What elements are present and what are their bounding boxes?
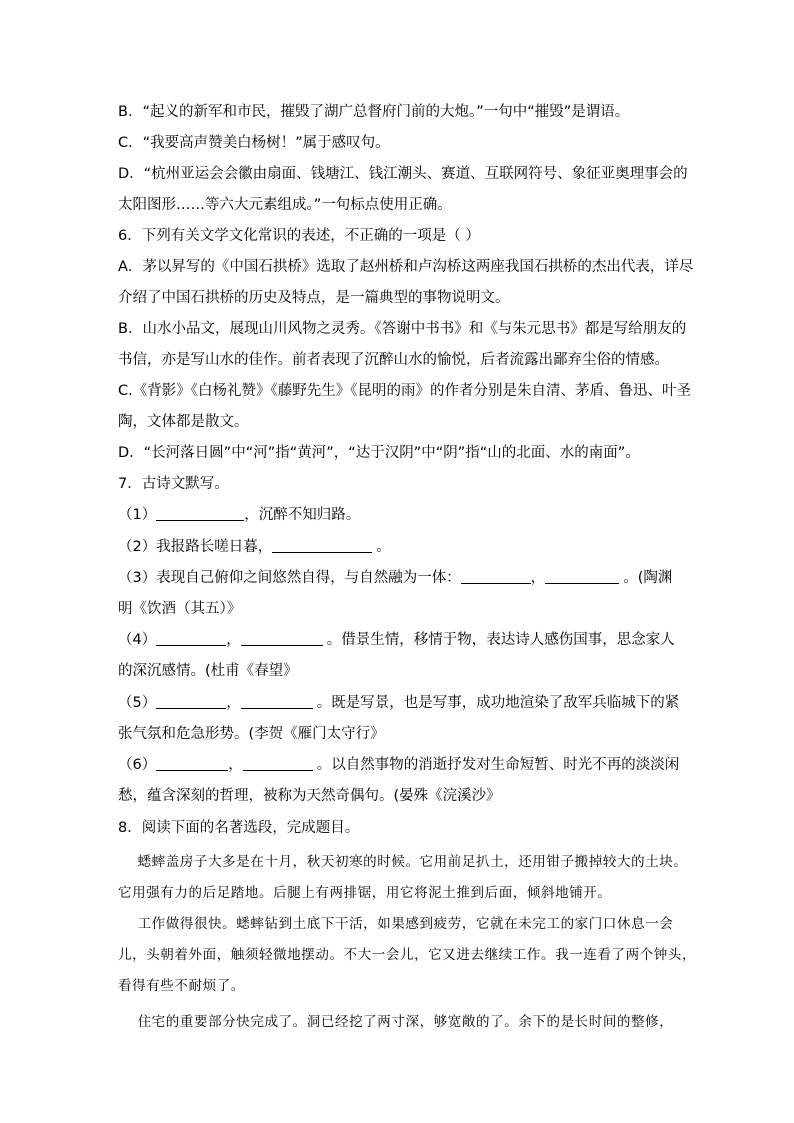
answer-blank[interactable] xyxy=(243,756,313,771)
q6-option-c-line: C.《背影》《白杨礼赞》《藤野先生》《昆明的雨》的作者分别是朱自清、茅盾、鲁迅、叶圣 xyxy=(118,383,691,399)
question-6-title: 6．下列有关文学文化常识的表述，不正确的一项是（ ） xyxy=(118,228,480,244)
option-d-line-cont: 太阳图形……等六大元素组成。”一句标点使用正确。 xyxy=(118,197,452,213)
fill-item-4-cont: 的深沉感情。(杜甫《春望》 xyxy=(118,663,298,679)
question-8-title: 8．阅读下面的名著选段，完成题目。 xyxy=(118,820,360,836)
answer-blank[interactable] xyxy=(241,631,323,646)
answer-blank[interactable] xyxy=(461,569,531,584)
answer-blank[interactable] xyxy=(156,694,226,709)
passage-line: 住宅的重要部分快完成了。洞已经挖了两寸深，够宽敞的了。余下的是长时间的整修， xyxy=(118,1014,674,1030)
answer-blank[interactable] xyxy=(156,631,226,646)
passage-line: 看得有些不耐烦了。 xyxy=(118,978,245,994)
fill-item-5-cont: 张气氛和危急形势。(李贺《雁门太守行》 xyxy=(118,726,385,742)
answer-blank[interactable] xyxy=(241,694,313,709)
fill-item-3: （3）表现自己俯仰之间悠然自得，与自然融为一体： ， 。(陶渊 xyxy=(118,570,673,586)
option-d-line: D．“杭州亚运会会徽由扇面、钱塘江、钱江潮头、赛道、互联网符号、象征亚奥理事会的 xyxy=(118,166,688,182)
q6-option-b-line-cont: 书信，亦是写山水的佳作。前者表现了沉醉山水的愉悦，后者流露出鄙弃尘俗的情感。 xyxy=(118,352,669,368)
passage-line: 它用强有力的后足踏地。后腿上有两排锯，用它将泥土推到后面，倾斜地铺开。 xyxy=(118,885,612,901)
passage-line: 蟋蟀盖房子大多是在十月，秋天初寒的时候。它用前足扒土，还用钳子搬掉较大的土块。 xyxy=(118,854,688,870)
option-b-line: B．“起义的新军和市民，摧毁了湖广总督府门前的大炮。”一句中“摧毁”是谓语。 xyxy=(118,104,630,120)
passage-line: 工作做得很快。蟋蟀钻到土底下干活，如果感到疲劳，它就在未完工的家门口休息一会 xyxy=(118,916,674,932)
question-7-title: 7．古诗文默写。 xyxy=(118,476,229,492)
q6-option-b-line: B．山水小品文，展现山川风物之灵秀。《答谢中书书》和《与朱元思书》都是写给朋友的 xyxy=(118,321,687,337)
answer-blank[interactable] xyxy=(545,569,619,584)
fill-item-5: （5） ， 。既是写景，也是写事，成功地渲染了敌军兵临城下的紧 xyxy=(118,695,680,711)
fill-item-2: （2）我报路长嗟日暮， 。 xyxy=(118,539,391,555)
fill-item-6-cont: 愁，蕴含深刻的哲理，被称为天然奇偶句。(晏殊《浣溪沙》 xyxy=(118,788,501,804)
answer-blank[interactable] xyxy=(156,506,244,521)
answer-blank[interactable] xyxy=(156,756,228,771)
fill-item-4: （4） ， 。借景生情，移情于物，表达诗人感伤国事，思念家人 xyxy=(118,632,675,648)
fill-item-6: （6） ， 。以自然事物的消逝抒发对生命短暂、时光不再的淡淡闲 xyxy=(118,757,680,773)
q6-option-c-line-cont: 陶，文体都是散文。 xyxy=(118,414,249,430)
fill-item-3-cont: 明《饮酒（其五）》 xyxy=(118,601,242,617)
answer-blank[interactable] xyxy=(272,538,372,553)
fill-item-1: （1） ，沉醉不知归路。 xyxy=(118,507,361,523)
q6-option-d-line: D．“长河落日圆”中“河”指“黄河”，“达于汉阴”中“阴”指“山的北面、水的南面”。 xyxy=(118,445,640,461)
passage-line: 儿，头朝着外面，触须轻微地摆动。不大一会儿，它又进去继续工作。我一连看了两个钟头， xyxy=(118,947,697,963)
option-c-line: C．“我要高声赞美白杨树！”属于感叹句。 xyxy=(118,135,390,151)
q6-option-a-line: A．茅以昇写的《中国石拱桥》选取了赵州桥和卢沟桥这两座我国石拱桥的杰出代表，详尽 xyxy=(118,259,694,275)
q6-option-a-line-cont: 介绍了中国石拱桥的历史及特点，是一篇典型的事物说明文。 xyxy=(118,290,510,306)
